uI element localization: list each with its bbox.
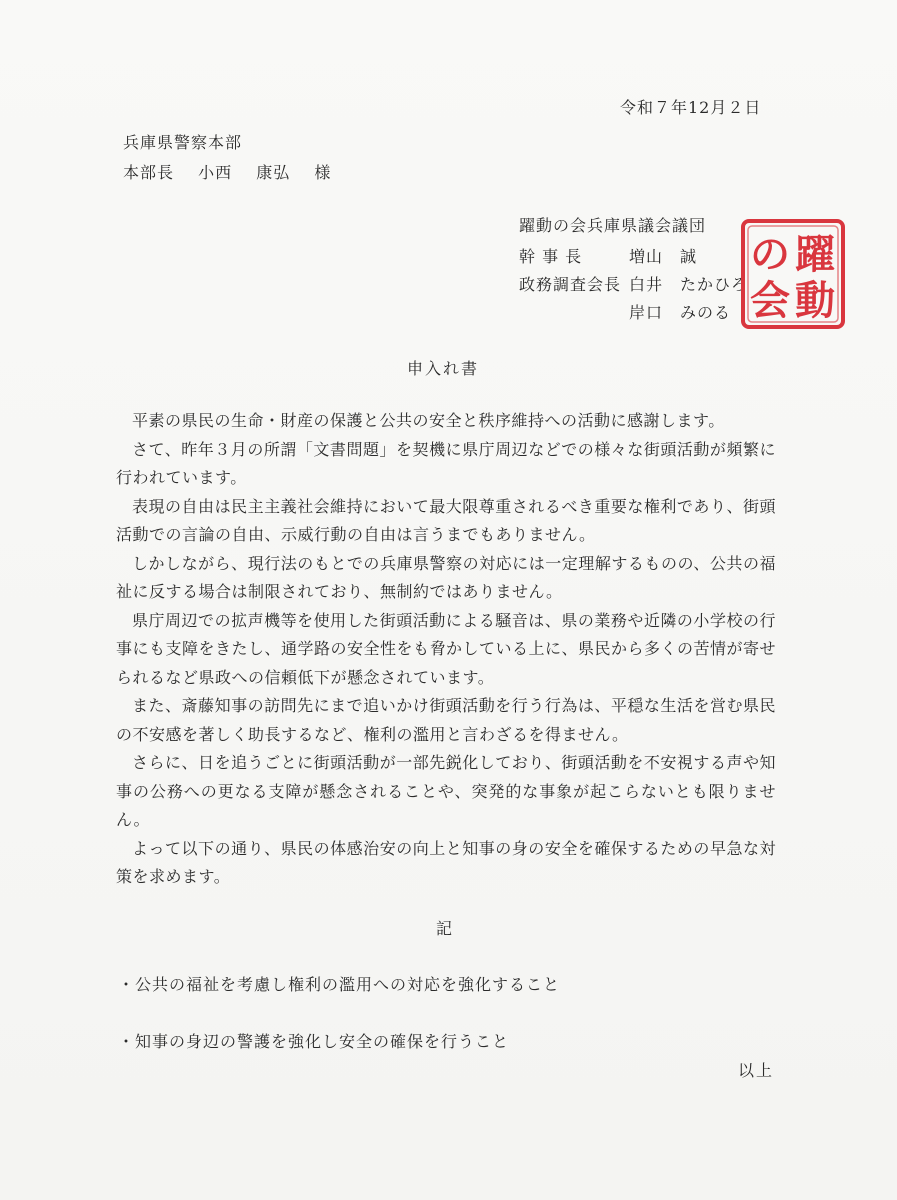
seal-char: 動: [795, 277, 835, 324]
body-paragraph: 平素の県民の生命・財産の保護と公共の安全と秩序維持への活動に感謝します。: [132, 411, 725, 430]
sender-organization: 躍動の会兵庫県議会議団: [519, 216, 707, 235]
request-item: ・公共の福祉を考慮し権利の濫用への対応を強化すること: [118, 975, 561, 994]
body-paragraph: よって以下の通り、県民の体感治安の向上と知事の身の安全を確保するための早急な対策を求めます。: [116, 838, 776, 886]
ki-heading: 記: [436, 919, 453, 938]
sender-member: [519, 300, 731, 323]
sender-member-name: 増山 誠: [629, 247, 698, 266]
sender-member-name: 白井 たかひろ: [629, 275, 749, 294]
body-paragraph: しかしながら、現行法のもとでの兵庫県警察の対応には一定理解するものの、公共の福祉に反する場合は制限されており、無制約ではありません。: [116, 553, 776, 601]
body-paragraph: また、斎藤知事の訪問先にまで追いかけ街頭活動を行う行為は、平穏な生活を営む県民の不安感を著しく助長するなど、権利の濫用と言わざるを得ません。: [116, 696, 776, 744]
document-title: 申入れ書: [407, 359, 480, 378]
sender-member-role: 政務調査会長: [519, 275, 622, 294]
sender-member-name: 岸口 みのる: [629, 303, 732, 322]
document-body: [116, 407, 776, 892]
request-item: ・知事の身辺の警護を強化し安全の確保を行うこと: [118, 1032, 510, 1051]
seal-char: の: [750, 231, 790, 278]
organization-seal-icon: [740, 218, 846, 330]
closing-mark: 以上: [738, 1061, 775, 1080]
seal-char: 会: [750, 277, 790, 324]
sender-member-role: 幹 事 長: [519, 247, 583, 266]
addressee-family-name: 小西: [198, 163, 233, 182]
addressee-honorific: 様: [314, 163, 332, 182]
addressee-given-name: 康弘: [256, 163, 291, 182]
body-paragraph: 表現の自由は民主主義社会維持において最大限尊重されるべき重要な権利であり、街頭活動での言論の自由、示威行動の自由は言うまでもありません。: [116, 496, 776, 544]
body-paragraph: さて、昨年３月の所謂「文書問題」を契機に県庁周辺などでの様々な街頭活動が頻繁に行われています。: [116, 439, 776, 487]
document-date: 令和７年12月２日: [620, 98, 762, 117]
seal-char: 躍: [795, 231, 835, 278]
addressee-line: [123, 160, 349, 183]
addressee-organization: 兵庫県警察本部: [123, 133, 243, 152]
sender-member: [519, 272, 748, 295]
body-paragraph: 県庁周辺での拡声機等を使用した街頭活動による騒音は、県の業務や近隣の小学校の行事にも支障をきたし、通学路の安全性をも脅かしている上に、県民から多くの苦情が寄せられるなど県政への信頼低下が懸念されています。: [116, 610, 777, 687]
body-paragraph: さらに、日を追うごとに街頭活動が一部先鋭化しており、街頭活動を不安視する声や知事の公務への更なる支障が懸念されることや、突発的な事象が起こらないとも限りません。: [116, 753, 776, 829]
addressee-title: 本部長: [123, 163, 175, 182]
sender-member: [519, 244, 697, 267]
